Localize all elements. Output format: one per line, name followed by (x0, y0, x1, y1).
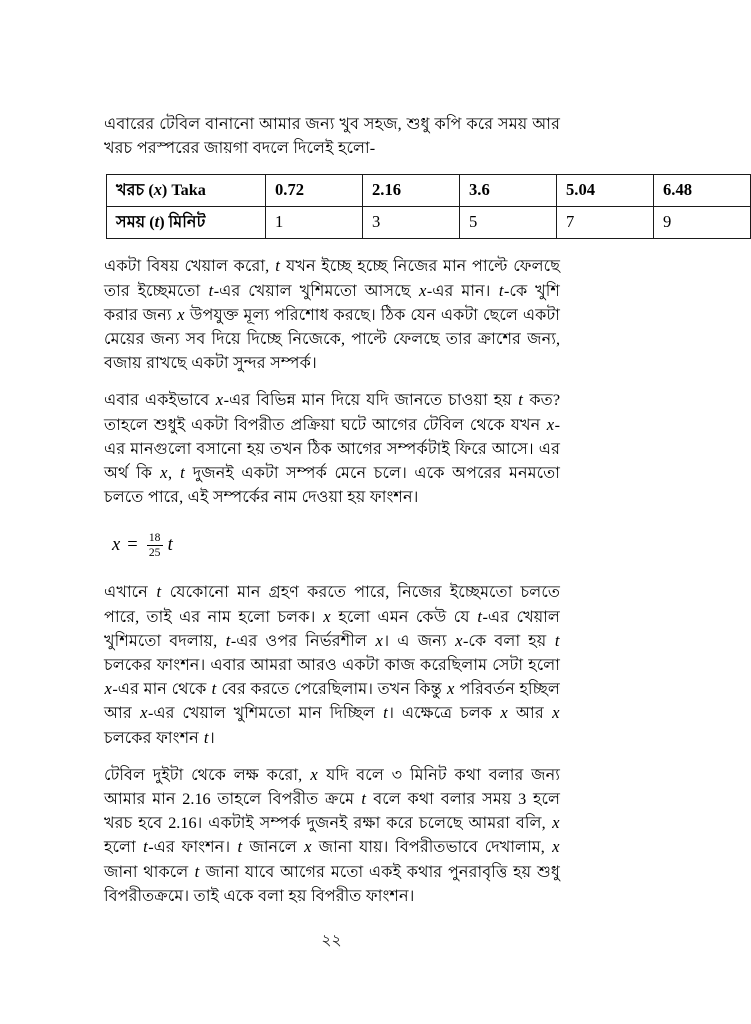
math-variable: x (323, 606, 331, 626)
math-variable: t (383, 703, 388, 723)
row-label-cost (107, 175, 266, 207)
math-variable: t (554, 630, 560, 650)
table-body (107, 175, 751, 239)
math-variable: t (194, 861, 200, 881)
math-variable: x (552, 813, 560, 833)
body-paragraph-1: একটা বিষয় খেয়াল করো, t যখন ইচ্ছে হচ্ছে নিজের মান পাল্টে ফেলছে তার ইচ্ছেমতো t-এর খেয়াল খুশিমতো আসছে x-এর মান। t-কে খুশি করার জন্য x উপযুক্ত মূল্য পরিশোধ করছে। ঠিক যেন একটা ছেলে একটা মেয়ের জন্য সব দিয়ে দিচ্ছে নিজেকে, পাল্টে ফেলছে তার ক্রাশের জন্য, বজায় রাখছে একটা সুন্দর সম্পর্ক। (104, 256, 560, 373)
equation-denominator: 25 (148, 546, 161, 560)
math-variable: x (552, 837, 560, 857)
math-variable: x (418, 280, 427, 300)
row-label-time-suffix: ) মিনিট (159, 212, 206, 231)
math-variable: x (375, 630, 383, 650)
math-variable: t (275, 256, 280, 276)
math-variable: x (104, 679, 112, 699)
table-cell: 7 (557, 207, 654, 239)
math-variable: t (237, 837, 243, 857)
table-cell: 3.6 (460, 175, 557, 207)
table-cell: 9 (654, 207, 751, 239)
equation-fraction (147, 532, 163, 560)
body-paragraph-2: এবার একইভাবে x-এর বিভিন্ন মান দিয়ে যদি জানতে চাওয়া হয় t কত? তাহলে শুধুই একটা বিপরীত প্রক্রিয়া ঘটে আগের টেবিল থেকে যখন x-এর মানগুলো বসানো হয় তখন ঠিক আগের সম্পর্কটাই ফিরে আসে। এর অর্থ কি x, t দুজনই একটা সম্পর্ক মেনে চলে। একে অপরের মনমতো চলতে পারে, এই সম্পর্কের নাম দেওয়া হয় ফাংশন। (104, 390, 560, 507)
equation-lhs: x (112, 535, 121, 556)
table-cell: 2.16 (363, 175, 460, 207)
math-variable: t (203, 727, 209, 747)
math-variable: x (215, 390, 224, 410)
table-row (107, 175, 751, 207)
page-content (104, 112, 693, 908)
equation-operator: = (127, 535, 138, 556)
math-variable: x (310, 764, 318, 784)
row-label-time (107, 207, 266, 239)
table-row (107, 207, 751, 239)
math-variable: x (177, 304, 185, 324)
math-variable: x (140, 703, 148, 723)
numeric-value: 2.16 (182, 790, 211, 809)
math-variable: x (500, 703, 508, 723)
body-paragraph-4: টেবিল দুইটা থেকে লক্ষ করো, x যদি বলে ৩ মিনিট কথা বলার জন্য আমার মান 2.16 তাহলে বিপরীত ক্রমে t বলে কথা বলার সময় 3 হলে খরচ হবে 2.16। একটাই সম্পর্ক দুজনই রক্ষা করে চলেছে আমরা বলি, x হলো t-এর ফাংশন। t জানলে x জানা যায়। বিপরীতভাবে দেখালাম, x জানা থাকলে t জানা যাবে আগের মতো একই কথার পুনরাবৃত্তি হয় শুধু বিপরীতক্রমে। তাই একে বলা হয় বিপরীত ফাংশন। (104, 764, 561, 905)
row-label-cost-prefix: খরচ ( (116, 180, 154, 199)
row-label-time-prefix: সময় ( (116, 212, 155, 231)
cost-time-table (106, 174, 751, 239)
table-cell: 3 (363, 207, 460, 239)
math-variable: t (518, 390, 523, 410)
math-variable: t (156, 582, 162, 602)
math-variable: t (498, 280, 504, 300)
page-number: ২২ (321, 932, 342, 949)
math-variable: t (180, 463, 185, 483)
numeric-value: 3 (518, 790, 527, 809)
math-variable: x (455, 630, 463, 650)
math-variable: t (211, 679, 217, 699)
math-variable: t (225, 630, 231, 650)
row-label-time-variable: t (154, 211, 160, 231)
table-cell: 0.72 (266, 175, 363, 207)
table-wrapper (106, 174, 693, 239)
table-cell: 1 (266, 207, 363, 239)
table-cell: 6.48 (654, 175, 751, 207)
equation-rhs-variable: t (167, 535, 173, 556)
math-variable: t (477, 606, 483, 626)
table-cell: 5.04 (557, 175, 654, 207)
math-variable: x (546, 414, 555, 434)
numeric-value: 2.16 (168, 814, 197, 833)
math-variable: t (143, 837, 148, 857)
body-paragraph-3: এখানে t যেকোনো মান গ্রহণ করতে পারে, নিজের ইচ্ছেমতো চলতে পারে, তাই এর নাম হলো চলক। x হলো এমন কেউ যে t-এর খেয়াল খুশিমতো বদলায়, t-এর ওপর নির্ভরশীল x। এ জন্য x-কে বলা হয় t চলকের ফাংশন। এবার আমরা আরও একটা কাজ করেছিলাম সেটা হলো x-এর মান থেকে t বের করতে পেরেছিলাম। তখন কিন্তু x পরিবর্তন হচ্ছিল আর x-এর খেয়াল খুশিমতো মান দিচ্ছিল t। এক্ষেত্রে চলক x আর x চলকের ফাংশন t। (104, 582, 560, 747)
math-variable: x (304, 837, 312, 857)
intro-paragraph: এবারের টেবিল বানানো আমার জন্য খুব সহজ, শুধু কপি করে সময় আর খরচ পরস্পরের জায়গা বদলে দিলেই হলো- (104, 115, 560, 158)
math-variable: t (361, 789, 366, 809)
row-label-cost-suffix: ) Taka (161, 180, 206, 199)
math-variable: x (446, 679, 455, 699)
equation-numerator: 18 (148, 530, 161, 544)
equation-x-equals-18-over-25-t (112, 528, 560, 562)
math-variable: x (160, 463, 168, 483)
math-variable: t (208, 280, 214, 300)
row-label-cost-variable: x (153, 179, 162, 199)
math-variable: x (552, 703, 560, 723)
table-cell: 5 (460, 207, 557, 239)
